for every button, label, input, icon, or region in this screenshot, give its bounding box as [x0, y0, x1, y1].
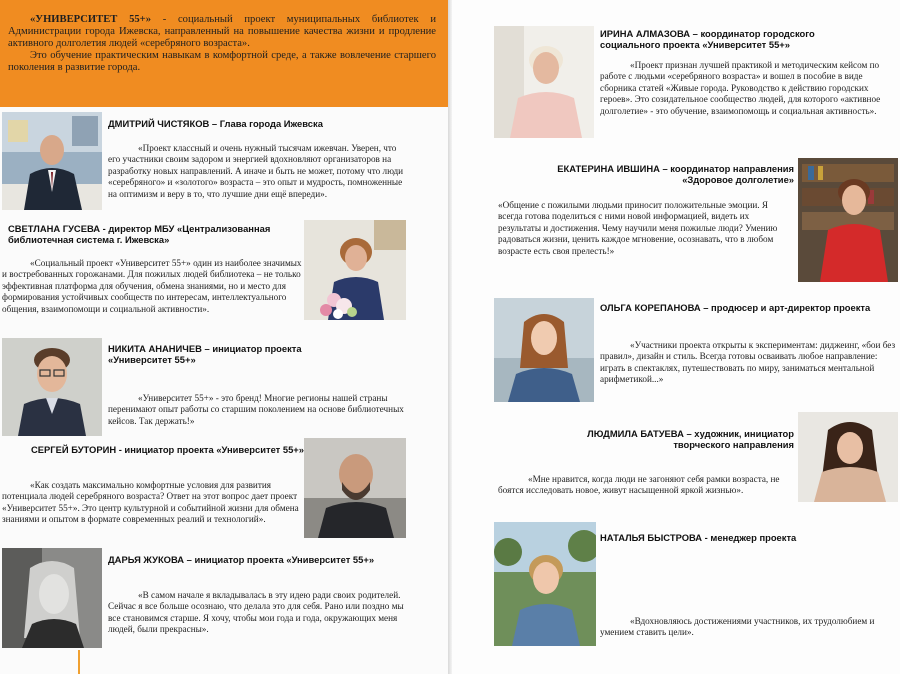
portrait-woman-icon: [2, 548, 102, 648]
portrait-man-icon: [2, 112, 102, 210]
left-page: [0, 0, 448, 674]
photo-darya-zhukova: [2, 548, 102, 648]
portrait-woman-icon: [494, 26, 594, 138]
intro-paragraph-2: Это обучение практическим навыкам в комфортной среде, а также вовлечение старшего поколения в развитие города.: [8, 50, 436, 73]
name-nikita-ananichev: НИКИТА АНАНИЧЕВ – инициатор проекта «Университет 55+»: [108, 343, 302, 365]
accent-line: [78, 650, 80, 674]
photo-natalya-bystrova: [494, 522, 596, 646]
name-olga-korepanova: ОЛЬГА КОРЕПАНОВА – продюсер и арт-директор проекта: [600, 302, 871, 313]
quote-irina-almazova: «Проект признан лучшей практикой и методическим кейсом по работе с людьми «серебряного возраста» и вошел в пособие в виде сборника статей «Живые города. Руководство к действию городских героев». Это созидательное сообщество людей, для которого «активное долголетие» - это обучение, взаимопомощь и социальная активность».: [600, 60, 881, 116]
quote-lyudmila-batueva: «Мне нравится, когда люди не загоняют себя рамки возраста, не боятся исследовать новое, живут насыщенной яркой жизнью».: [498, 474, 780, 496]
quote-dmitry-chistyakov: «Проект классный и очень нужный тысячам ижевчан. Уверен, что его участники своим задором и энергией вдохновляют организаторов на разработку новых направлений. А иначе и быть не может, потому что люди «серебряного» и «золотого» возраста – это опыт и мудрость, помноженные на оптимизм и веру в то, что лучшие дни ещё впереди».: [108, 143, 404, 199]
quote-sergey-butorin: «Как создать максимально комфортные условия для развития потенциала людей серебряного возраста? Ответ на этот вопрос дает проект «Университет 55+». Это центр культурной и событийной жизни для обмена знаниями и опытом в формате современных реалий и технологий».: [2, 480, 299, 525]
photo-dmitry-chistyakov: [2, 112, 102, 210]
quote-olga-korepanova: «Участники проекта открыты к экспериментам: диджеинг, «бои без правил», дизайн и стиль. Всегда готовы осваивать любое направление: играть в спектаклях, путешествовать по миру, заниматься ментальной арифметикой...»: [600, 340, 896, 385]
name-natalya-bystrova: НАТАЛЬЯ БЫСТРОВА - менеджер проекта: [600, 532, 797, 543]
photo-sergey-butorin: [304, 438, 406, 538]
portrait-woman-icon: [494, 522, 596, 646]
portrait-woman-icon: [494, 298, 594, 402]
name-irina-almazova: ИРИНА АЛМАЗОВА – координатор городского социального проекта «Университет 55+»: [600, 28, 815, 50]
portrait-man-icon: [2, 338, 102, 436]
right-page: [452, 0, 900, 674]
photo-svetlana-guseva: [304, 220, 406, 320]
name-dmitry-chistyakov: ДМИТРИЙ ЧИСТЯКОВ – Глава города Ижевска: [108, 118, 323, 129]
portrait-woman-icon: [798, 412, 898, 502]
photo-irina-almazova: [494, 26, 594, 138]
quote-natalya-bystrova: «Вдохновляюсь достижениями участников, их трудолюбием и умением ставить цели».: [600, 616, 875, 638]
portrait-woman-icon: [798, 158, 898, 282]
photo-ekaterina-ivshina: [798, 158, 898, 282]
intro-lead: «УНИВЕРСИТЕТ 55+»: [30, 14, 152, 25]
portrait-woman-icon: [304, 220, 406, 320]
photo-olga-korepanova: [494, 298, 594, 402]
intro-banner: [0, 0, 448, 107]
quote-ekaterina-ivshina: «Общение с пожилыми людьми приносит положительные эмоции. Я всегда готова поделиться с ними новой информацией, видеть их результаты и достижения. Чему научили меня пожилые люди? Умению радоваться жизни, ценить каждое мгновение, осознавать, что в любом возрасте есть своя прелесть!»: [498, 200, 778, 256]
portrait-man-icon: [304, 438, 406, 538]
intro-paragraph-1: [8, 14, 436, 50]
quote-nikita-ananichev: «Университет 55+» - это бренд! Многие регионы нашей страны перенимают опыт работы со старшим поколением на основе библиотечных кейсов. Так держать!»: [108, 393, 404, 426]
name-svetlana-guseva: СВЕТЛАНА ГУСЕВА - директор МБУ «Централизованная библиотечная система г. Ижевска»: [8, 223, 271, 245]
name-darya-zhukova: ДАРЬЯ ЖУКОВА – инициатор проекта «Университет 55+»: [108, 554, 375, 565]
intro-text-1: - социальный проект муниципальных библиотек и Администрации города Ижевска, направленный на повышение качества жизни и продление активного долголетия людей «серебряного возраста».: [8, 14, 436, 49]
name-ekaterina-ivshina: ЕКАТЕРИНА ИВШИНА – координатор направления «Здоровое долголетие»: [557, 163, 794, 185]
photo-nikita-ananichev: [2, 338, 102, 436]
quote-svetlana-guseva: «Социальный проект «Университет 55+» один из наиболее значимых и востребованных горожанами. Для пожилых людей библиотека – не только эффективная платформа для обучения, обмена знаниями, но и место для формирования устойчивых сообществ по интересам, интеллектуального общения, взаимопомощи и социальной активности».: [2, 258, 302, 314]
photo-lyudmila-batueva: [798, 412, 898, 502]
name-lyudmila-batueva: ЛЮДМИЛА БАТУЕВА – художник, инициатор творческого направления: [587, 428, 794, 450]
quote-darya-zhukova: «В самом начале я вкладывалась в эту идею ради своих родителей. Сейчас я все больше осознаю, что делала это для себя. Рано или поздно мы все становимся старше. Я хочу, чтобы мои года и года, окружающих меня людей, были прекрасны».: [108, 590, 404, 635]
name-sergey-butorin: СЕРГЕЙ БУТОРИН - инициатор проекта «Университет 55+»: [31, 444, 304, 455]
